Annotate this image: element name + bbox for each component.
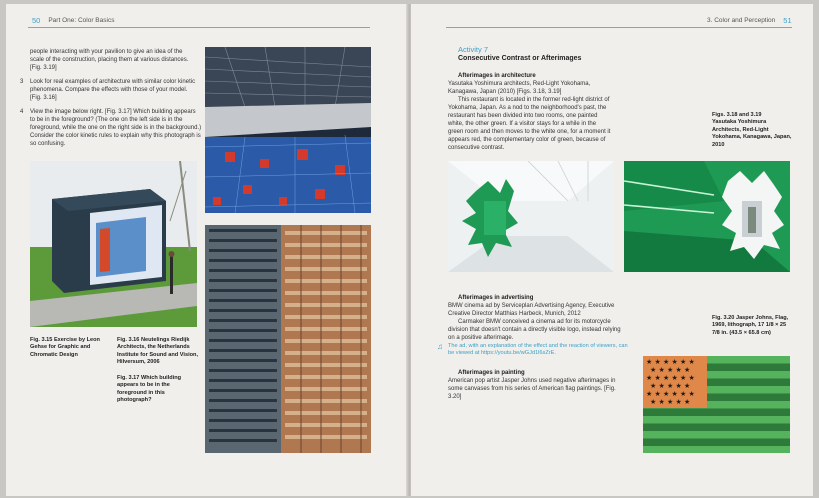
section-line: Carmaker BMW conceived a cinema ad for its motorcycle division that doesn't contain a directly visible logo, instead relying on a positive afterimage. [448, 319, 621, 341]
svg-text:★ ★ ★ ★ ★ ★: ★ ★ ★ ★ ★ ★ [646, 358, 695, 366]
caption-text: Yasutaka Yoshimura Architects, Red-Light Yokohama, Kanagawa, Japan, 2010 [712, 119, 792, 148]
svg-text:★ ★ ★ ★ ★: ★ ★ ★ ★ ★ [650, 366, 691, 374]
page-number-right: 51 [783, 16, 792, 25]
caption-fig-3-20 [712, 315, 794, 337]
left-page-header [32, 16, 114, 25]
chapter-header-right: 3. Color and Perception [707, 17, 776, 24]
fig-3-17-photo [205, 225, 371, 453]
svg-text:★ ★ ★ ★ ★ ★: ★ ★ ★ ★ ★ ★ [646, 374, 695, 382]
caption-text: Exercise by Leon Gehse for Graphic and Chromatic Design [30, 337, 100, 358]
fig-3-15-photo [30, 161, 197, 327]
caption-text: Neutelings Riedijk Architects, the Netherlands Institute for Sound and Vision, Hilversum, 2006 [117, 337, 199, 366]
caption-text: Which building appears to be in the foreground in this photograph? [117, 375, 182, 404]
section-line: American pop artist Jasper Johns used negative afterimages in some canvases from his series of American flag paintings. [Fig. 3.20] [448, 378, 616, 400]
fig-3-18-photo [448, 161, 614, 272]
fig-3-20-flag [643, 356, 790, 453]
fig-3-19-photo [624, 161, 790, 272]
caption-figs-3-18-3-19 [712, 112, 794, 149]
section-heading: Afterimages in architecture [458, 73, 536, 79]
caption-label: Figs. 3.18 and 3.19 [712, 112, 762, 118]
section-line: This restaurant is located in the former red-light district of Yokohama, Japan. As a nod to the neighborhood's past, the restaurant has been divided into two rooms, one painted white, the other green. If a visitor stays for a while in the green room and then moves to the white one, for a moment it appears red, the complementary color of green, because of consecutive contrast. [448, 97, 611, 151]
svg-text:★ ★ ★ ★ ★: ★ ★ ★ ★ ★ [650, 382, 691, 390]
section-line: Yasutaka Yoshimura architects, Red-Light Yokohama, Kanagawa, Japan (2010) [Figs. 3.18, 3.19] [448, 81, 591, 95]
section-architecture [448, 72, 613, 152]
video-link-note[interactable]: The ad, with an explanation of the effect and the reaction of viewers, can be viewed at https://youtu.be/wGJd1l6sZrE. [448, 343, 628, 357]
right-page-header [707, 16, 792, 25]
caption-fig-3-16 [117, 337, 201, 367]
video-link-icon: ♫ [437, 342, 443, 351]
page-number-left: 50 [32, 16, 41, 25]
list-text: View the image below right. [Fig. 3.17] Which building appears to be in the foreground? (The one on the left side is in the foreground, while the one on the right side is in the background.) Consider the color kinetic rules to explain why this photograph is so confusing. [30, 109, 202, 147]
caption-text: Jasper Johns, Flag, 1969, lithograph, 17 1/8 × 25 7/8 in. (43.5 × 65.8 cm) [712, 315, 789, 336]
list-text: Look for real examples of architecture with similar color kinetic phenomena. Compare the effects with those of your model. [Fig. 3.16] [30, 79, 196, 101]
intro-paragraph: people interacting with your pavilion to give an idea of the scale of the construction, placing them at various distances. [Fig. 3.19] [30, 49, 189, 71]
activity-title: Consecutive Contrast or Afterimages [458, 55, 582, 62]
header-rule-left [28, 27, 370, 28]
section-heading: Afterimages in advertising [458, 295, 534, 301]
caption-label: Fig. 3.16 [117, 337, 140, 343]
caption-fig-3-17 [117, 375, 197, 405]
activity-label: Activity 7 [458, 45, 489, 54]
caption-fig-3-15 [30, 337, 110, 359]
svg-text:★ ★ ★ ★ ★ ★: ★ ★ ★ ★ ★ ★ [646, 390, 695, 398]
list-item-3 [20, 78, 200, 102]
fig-3-16-photo [205, 47, 371, 213]
section-heading: Afterimages in painting [458, 370, 525, 376]
list-item-4 [20, 108, 202, 148]
section-line: BMW cinema ad by Serviceplan Advertising Agency, Executive Creative Director Matthias Harbeck, Munich, 2012 [448, 303, 615, 317]
caption-label: Fig. 3.17 [117, 375, 140, 381]
header-rule-right [446, 27, 792, 28]
caption-label: Fig. 3.15 [30, 337, 53, 343]
section-advertising [448, 294, 623, 342]
list-number: 4 [20, 109, 24, 115]
caption-label: Fig. 3.20 [712, 315, 735, 321]
svg-text:★ ★ ★ ★ ★: ★ ★ ★ ★ ★ [650, 398, 691, 406]
chapter-header-left: Part One: Color Basics [48, 17, 115, 24]
section-painting [448, 369, 628, 401]
list-number: 3 [20, 79, 24, 85]
